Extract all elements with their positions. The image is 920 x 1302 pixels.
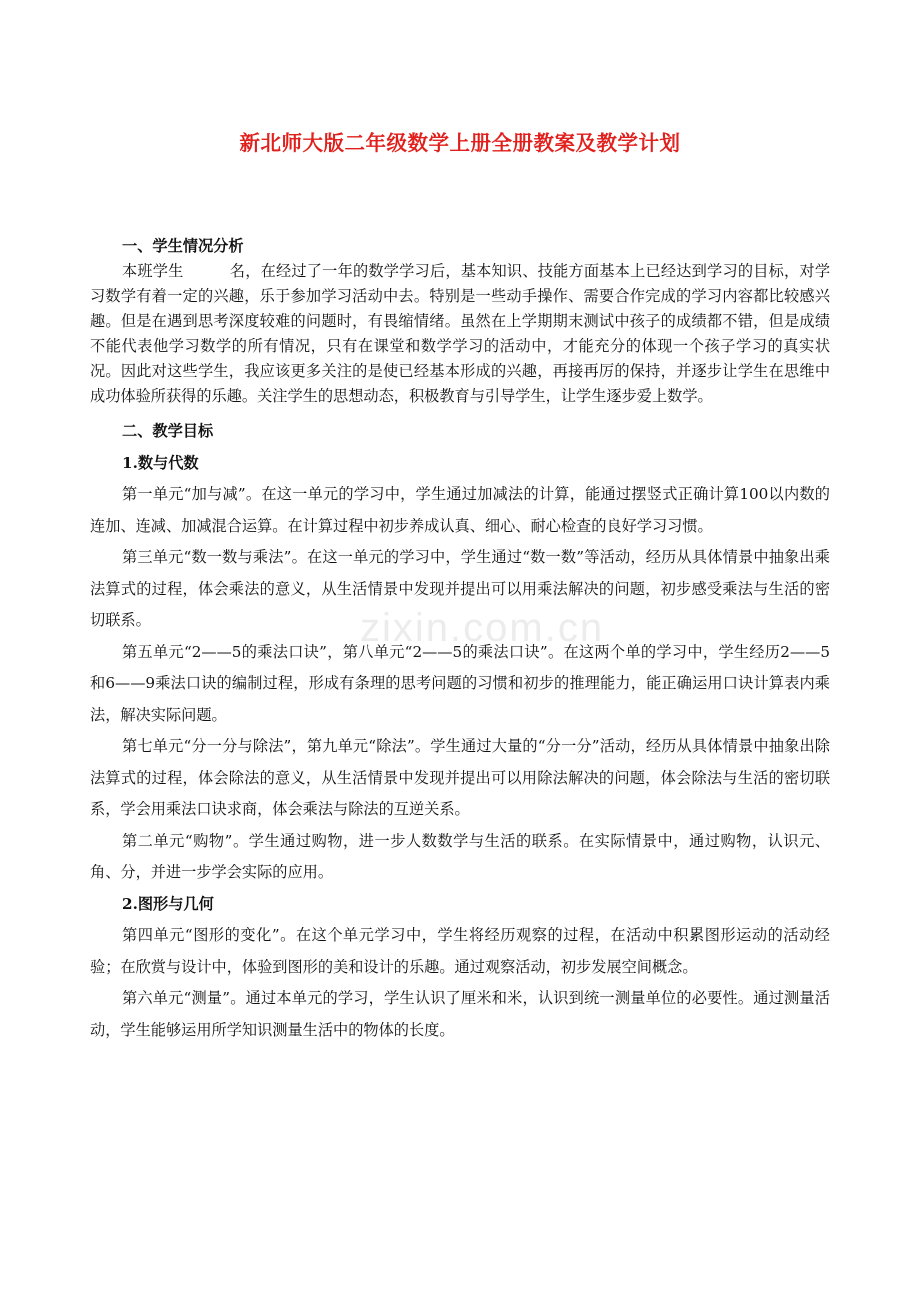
paragraph-unit-4: 第四单元“图形的变化”。在这个单元学习中，学生将经历观察的过程，在活动中积累图形运动的活动经验；在欣赏与设计中，体验到图形的美和设计的乐趣。通过观察活动，初步发展空间概念。 [90, 926, 830, 976]
paragraph-student-analysis-start: 本班学生 [122, 262, 184, 280]
document-body [90, 234, 830, 1046]
paragraph-student-analysis [90, 259, 830, 409]
watermark: zixin.com.cn [360, 606, 605, 650]
subheading-shapes-geometry: 2.图形与几何 [122, 894, 214, 913]
paragraph-unit-3: 第三单元“数一数与乘法”。在这一单元的学习中，学生通过“数一数”等活动，经历从具体情景中抽象出乘法算式的过程，体会乘法的意义，从生活情景中发现并提出可以用乘法解决的问题，初步感受乘法与生活的密切联系。 [90, 548, 830, 629]
document-title: 新北师大版二年级数学上册全册教案及教学计划 [239, 131, 681, 155]
paragraph-unit-7: 第七单元“分一分与除法”，第九单元“除法”。学生通过大量的“分一分”活动，经历从具体情景中抽象出除法算式的过程，体会除法的意义，从生活情景中发现并提出可以用除法解决的问题，体会除法与生活的密切联系，学会用乘法口诀求商，体会乘法与除法的互逆关系。 [90, 737, 830, 818]
paragraph-unit-1: 第一单元“加与减”。在这一单元的学习中，学生通过加减法的计算，能通过摆竖式正确计算100以内数的连加、连减、加减混合运算。在计算过程中初步养成认真、细心、耐心检查的良好学习习惯。 [90, 485, 830, 535]
paragraph-student-analysis-rest: 名，在经过了一年的数学学习后，基本知识、技能方面基本上已经达到学习的目标，对学习数学有着一定的兴趣，乐于参加学习活动中去。特别是一些动手操作、需要合作完成的学习内容都比较感兴趣。但是在遇到思考深度较难的问题时，有畏缩情绪。虽然在上学期期末测试中孩子的成绩都不错，但是成绩不能代表他学习数学的所有情况，只有在课堂和数学学习的活动中，才能充分的体现一个孩子学习的真实状况。因此对这些学生，我应该更多关注的是使已经基本形成的兴趣，再接再厉的保持，并逐步让学生在思维中成功体验所获得的乐趣。关注学生的思想动态，积极教育与引导学生，让学生逐步爱上数学。 [90, 262, 831, 405]
paragraph-unit-5: 第五单元“2——5的乘法口诀”，第八单元“2——5的乘法口诀”。在这两个单的学习中，学生经历2——5和6——9乘法口诀的编制过程，形成有条理的思考问题的习惯和初步的推理能力，能正确运用口诀计算表内乘法，解决实际问题。 [90, 642, 830, 724]
paragraph-unit-6: 第六单元“测量”。通过本单元的学习，学生认识了厘米和米，认识到统一测量单位的必要性。通过测量活动，学生能够运用所学知识测量生活中的物体的长度。 [90, 989, 830, 1039]
subheading-numbers-algebra: 1.数与代数 [122, 453, 199, 472]
section-heading-student-analysis: 一、学生情况分析 [122, 237, 244, 255]
section-heading-teaching-goals: 二、教学目标 [122, 422, 214, 440]
paragraph-unit-2: 第二单元“购物”。学生通过购物，进一步人数数学与生活的联系。在实际情景中，通过购物，认识元、角、分，并进一步学会实际的应用。 [90, 831, 830, 881]
